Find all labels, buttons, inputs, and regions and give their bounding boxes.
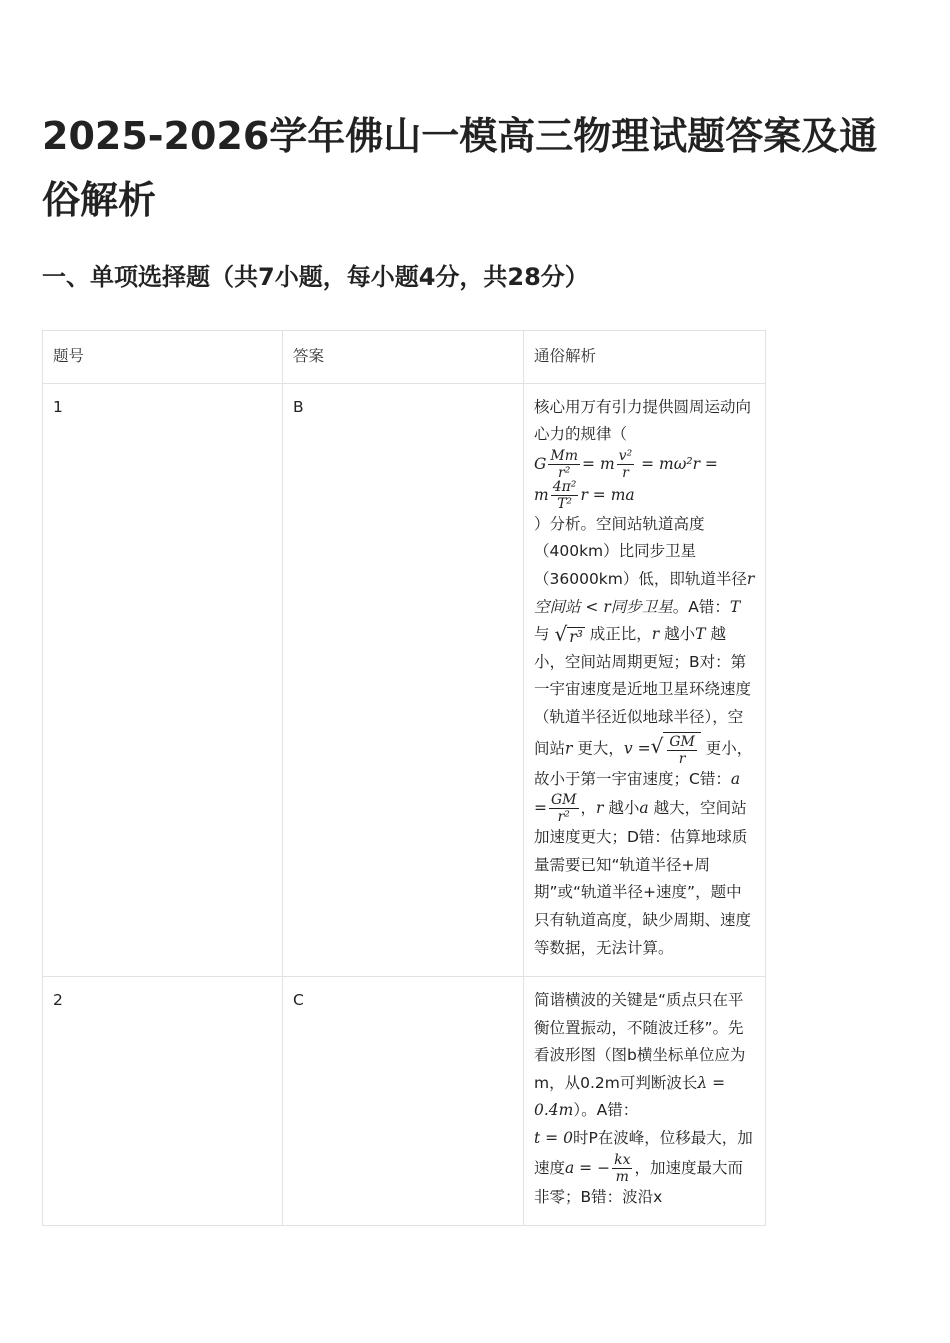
answer-table	[42, 330, 766, 1226]
math-equals: =	[582, 454, 596, 473]
question-explanation	[524, 383, 766, 977]
header-answer: 答案	[283, 331, 524, 384]
sqrt-icon: √	[650, 733, 664, 758]
math-t0: t = 0	[534, 1129, 573, 1148]
math-a: a =	[534, 769, 741, 818]
exp-text: 时P在波峰，位移最大，加速度	[534, 1129, 753, 1177]
math-r: r	[596, 799, 604, 818]
exp-text: 更小，故小于第一宇宙速度；C错：	[534, 739, 753, 788]
math-fraction	[667, 735, 697, 766]
header-number: 题号	[43, 331, 283, 384]
question-number: 2	[43, 977, 283, 1226]
exp-text: ）。A错：	[573, 1101, 639, 1120]
question-answer: B	[283, 383, 524, 977]
exp-text: 越大，空间站加速度更大；D错：估算地球质量需要已知“轨道半径+周期”或“轨道半径+速度”，题中只有轨道高度，缺少周期、速度等数据，无法计算。	[534, 799, 752, 957]
math-lambda: λ = 0.4m	[534, 1073, 726, 1120]
question-answer: C	[283, 977, 524, 1226]
math-radicand: r³	[569, 628, 583, 647]
math-numerator: v²	[618, 447, 633, 464]
table-row	[43, 383, 766, 977]
question-number: 1	[43, 383, 283, 977]
math-radicand	[663, 732, 701, 766]
math-sqrt	[554, 621, 584, 647]
math-numerator: Mm	[550, 447, 579, 464]
math-numerator: kx	[614, 1151, 631, 1168]
math-v: v =	[623, 739, 651, 758]
math-fraction	[548, 449, 580, 480]
table-header-row	[43, 331, 766, 384]
math-rma: r = ma	[580, 485, 635, 504]
math-m: m	[599, 454, 615, 473]
exp-text: 越小	[664, 625, 696, 644]
exp-text: 简谐横波的关键是“质点只在平衡位置振动，不随波迁移”。先看波形图（图b横坐标单位应为m，从0.2m可判断波长	[534, 991, 746, 1092]
math-fraction	[551, 480, 579, 511]
math-denominator: r²	[557, 809, 570, 826]
math-a: a	[639, 799, 649, 818]
math-denominator: r	[678, 750, 686, 767]
sqrt-icon: √	[554, 621, 568, 646]
math-fraction	[617, 449, 635, 480]
question-explanation	[524, 977, 766, 1226]
exp-text: ，	[580, 799, 597, 818]
header-explanation: 通俗解析	[524, 331, 766, 384]
math-denominator: T²	[557, 495, 573, 512]
math-r: r	[651, 625, 660, 644]
math-denominator: m	[615, 1168, 629, 1185]
math-T: T	[729, 597, 741, 616]
math-fraction	[549, 793, 579, 824]
exp-text: 与	[534, 625, 550, 644]
exp-text: 越小	[608, 799, 640, 818]
table-row	[43, 977, 766, 1226]
math-T: T	[695, 625, 706, 644]
exp-text: 越小，空间站周期更短；B对：第一宇宙速度是近地卫星环绕速度（轨道半径近似地球半径），空间站	[534, 625, 752, 758]
math-fraction	[612, 1153, 632, 1184]
math-numerator: GM	[669, 733, 695, 750]
exp-text: ，加速度最大而非零；B错：波沿x	[534, 1158, 743, 1206]
exp-text: 成正比，	[589, 625, 652, 644]
math-denominator: r	[622, 464, 629, 481]
math-m: m	[534, 485, 549, 504]
exp-text: ）分析。空间站轨道高度（400km）比同步卫星（36000km）低，即轨道半径	[534, 514, 747, 588]
math-numerator: GM	[551, 792, 577, 809]
math-r: r	[565, 739, 573, 758]
exp-text: 。A错：	[672, 597, 730, 616]
math-a: a = −	[565, 1158, 611, 1177]
math-r-compare: r空间站 < r同步卫星	[534, 569, 755, 616]
page-title: 2025-2026学年佛山一模高三物理试题答案及通俗解析	[42, 114, 878, 222]
math-denominator: r²	[558, 464, 571, 481]
math-numerator: 4π²	[552, 478, 577, 495]
math-G: G	[534, 454, 547, 473]
section-heading: 一、单项选择题（共7小题，每小题4分，共28分）	[42, 263, 589, 291]
exp-text: 核心用万有引力提供圆周运动向心力的规律（	[534, 397, 752, 444]
math-sqrt	[651, 732, 701, 766]
exp-text: 更大，	[577, 739, 624, 758]
math-omega-term: = mω²r =	[641, 454, 718, 473]
